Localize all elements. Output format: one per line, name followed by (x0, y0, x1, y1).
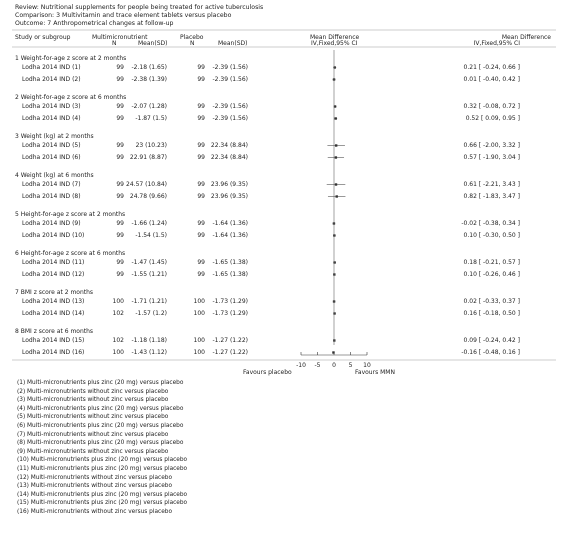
effect-point (332, 351, 334, 353)
study-name: Lodha 2014 IND (3) (22, 102, 81, 110)
col-md: Mean Difference (310, 34, 360, 41)
study-name: Lodha 2014 IND (16) (22, 348, 85, 356)
subgroup-title: 5 Height-for-age z score at 2 months (15, 211, 126, 218)
ctrl-n: 99 (197, 114, 205, 122)
col-exp-mean: Mean(SD) (138, 40, 168, 47)
exp-n: 100 (112, 297, 124, 305)
exp-n: 99 (116, 153, 124, 161)
subgroup-title: 6 Height-for-age z score at 6 months (15, 250, 126, 257)
md-ci: 0.09 [ -0.24, 0.42 ] (463, 336, 520, 344)
study-name: Lodha 2014 IND (2) (22, 75, 81, 83)
effect-point (333, 273, 335, 275)
ctrl-mean: -1.27 (1.22) (212, 348, 248, 356)
md-ci: 0.16 [ -0.18, 0.50 ] (463, 309, 520, 317)
subgroup-title: 7 BMI z score at 2 months (15, 289, 94, 296)
study-name: Lodha 2014 IND (4) (22, 114, 81, 122)
footnote: (9) Multi-micronutrients without zinc versus placebo (17, 448, 169, 455)
col-md-right: Mean Difference (501, 34, 551, 41)
ctrl-mean: -1.65 (1.38) (212, 258, 248, 266)
ctrl-mean: 22.34 (8.84) (210, 141, 248, 149)
ctrl-n: 100 (193, 297, 205, 305)
exp-mean: -1.18 (1.18) (131, 336, 167, 344)
footnote: (6) Multi-micronutrients plus zinc (20 mg) versus placebo (17, 423, 184, 429)
md-ci: 0.57 [ -1.90, 3.04 ] (463, 153, 520, 161)
footnote: (13) Multi-micronutrients without zinc versus placebo (17, 483, 172, 490)
study-name: Lodha 2014 IND (11) (22, 258, 85, 266)
footnote: (1) Multi-micronutrients plus zinc (20 mg) versus placebo (17, 380, 184, 386)
col-exp-n: N (112, 40, 117, 47)
md-ci: 0.18 [ -0.21, 0.57 ] (463, 258, 520, 266)
footnote: (4) Multi-micronutrients plus zinc (20 mg) versus placebo (17, 405, 184, 412)
md-ci: -0.16 [ -0.48, 0.16 ] (461, 348, 520, 356)
exp-mean: -2.38 (1.39) (131, 75, 167, 83)
md-ci: 0.61 [ -2.21, 3.43 ] (463, 180, 520, 188)
col-ctrl-mean: Mean(SD) (218, 40, 248, 47)
exp-n: 99 (116, 141, 124, 149)
exp-n: 99 (116, 75, 124, 83)
effect-point (333, 234, 335, 236)
effect-point (335, 156, 337, 158)
ctrl-n: 99 (197, 102, 205, 110)
effect-point (336, 195, 338, 197)
exp-mean: -2.18 (1.65) (131, 63, 167, 71)
exp-n: 99 (116, 258, 124, 266)
col-ctrl: Placebo (180, 34, 204, 41)
effect-point (333, 312, 335, 314)
ctrl-n: 99 (197, 141, 205, 149)
effect-point (335, 144, 337, 146)
exp-mean: -1.55 (1.21) (131, 270, 167, 278)
tick-label: 5 (348, 362, 353, 369)
exp-n: 102 (112, 309, 124, 317)
exp-mean: -1.43 (1.12) (131, 348, 167, 356)
ctrl-n: 99 (197, 258, 205, 266)
exp-mean: -1.87 (1.5) (135, 114, 167, 122)
ctrl-mean: -1.27 (1.22) (212, 336, 248, 344)
exp-n: 99 (116, 102, 124, 110)
tick-label: -5 (314, 362, 321, 369)
exp-mean: -1.66 (1.24) (131, 219, 167, 227)
exp-n: 99 (116, 63, 124, 71)
study-name: Lodha 2014 IND (6) (22, 153, 81, 161)
ctrl-n: 100 (193, 336, 205, 344)
ctrl-mean: -2.39 (1.56) (212, 102, 248, 110)
ctrl-mean: -1.64 (1.36) (212, 231, 248, 239)
footnote: (3) Multi-micronutrients without zinc versus placebo (17, 397, 169, 404)
footnote: (12) Multi-micronutrients without zinc versus placebo (17, 474, 172, 481)
ctrl-n: 99 (197, 270, 205, 278)
md-ci: 0.10 [ -0.30, 0.50 ] (463, 231, 520, 239)
md-ci: 0.32 [ -0.08, 0.72 ] (463, 102, 520, 110)
ctrl-mean: -1.73 (1.29) (212, 297, 248, 305)
footnote: (14) Multi-micronutrients plus zinc (20 mg) versus placebo (17, 491, 188, 498)
study-name: Lodha 2014 IND (15) (22, 336, 85, 344)
footnote: (15) Multi-micronutrients plus zinc (20 mg) versus placebo (17, 500, 188, 507)
ctrl-n: 99 (197, 63, 205, 71)
subgroup-title: 4 Weight (kg) at 6 months (15, 172, 94, 179)
study-name: Lodha 2014 IND (5) (22, 141, 81, 149)
ctrl-mean: -1.73 (1.29) (212, 309, 248, 317)
ctrl-n: 99 (197, 231, 205, 239)
footnote: (16) Multi-micronutrients without zinc versus placebo (17, 509, 172, 515)
ctrl-n: 99 (197, 192, 205, 200)
footnote: (10) Multi-micronutrients plus zinc (20 mg) versus placebo (17, 457, 188, 464)
footnote: (8) Multi-micronutrients plus zinc (20 mg) versus placebo (17, 440, 184, 447)
ctrl-n: 99 (197, 219, 205, 227)
exp-mean: -1.47 (1.45) (131, 258, 167, 266)
md-ci: 0.01 [ -0.40, 0.42 ] (463, 75, 520, 83)
ctrl-mean: -1.64 (1.36) (212, 219, 248, 227)
ctrl-n: 99 (197, 75, 205, 83)
ctrl-mean: -2.39 (1.56) (212, 63, 248, 71)
col-md-method: IV,Fixed,95% CI (311, 40, 358, 47)
exp-mean: -1.54 (1.5) (135, 231, 167, 239)
md-ci: 0.02 [ -0.33, 0.37 ] (463, 297, 520, 305)
exp-mean: -1.71 (1.21) (131, 297, 167, 305)
exp-n: 102 (112, 336, 124, 344)
footnote: (5) Multi-micronutrients without zinc versus placebo (17, 414, 169, 421)
study-name: Lodha 2014 IND (14) (22, 309, 85, 317)
ctrl-mean: 23.96 (9.35) (210, 192, 248, 200)
effect-point (335, 183, 337, 185)
tick-label: -10 (296, 362, 306, 369)
study-name: Lodha 2014 IND (7) (22, 180, 81, 188)
tick-label: 10 (363, 362, 371, 369)
study-name: Lodha 2014 IND (1) (22, 63, 81, 71)
effect-point (335, 117, 337, 119)
ctrl-n: 99 (197, 180, 205, 188)
exp-mean: 23 (10.23) (135, 141, 167, 149)
exp-mean: 24.57 (10.84) (126, 180, 167, 188)
exp-mean: 22.91 (8.87) (129, 153, 167, 161)
favours-right: Favours MMN (355, 369, 395, 376)
study-name: Lodha 2014 IND (10) (22, 231, 85, 239)
ctrl-mean: -1.65 (1.38) (212, 270, 248, 278)
exp-mean: -2.07 (1.28) (131, 102, 167, 110)
md-ci: 0.21 [ -0.24, 0.66 ] (463, 63, 520, 71)
exp-n: 99 (116, 180, 124, 188)
md-ci: 0.82 [ -1.83, 3.47 ] (463, 192, 520, 200)
md-ci: -0.02 [ -0.38, 0.34 ] (461, 219, 520, 227)
review-title: Review: Nutritional supplements for people being treated for active tuberculosis (15, 4, 264, 11)
ctrl-n: 100 (193, 348, 205, 356)
study-name: Lodha 2014 IND (8) (22, 192, 81, 200)
subgroup-title: 3 Weight (kg) at 2 months (15, 133, 94, 140)
exp-mean: -1.57 (1.2) (135, 309, 167, 317)
exp-n: 99 (116, 219, 124, 227)
subgroup-title: 1 Weight-for-age z score at 2 months (15, 55, 127, 62)
exp-mean: 24.78 (9.66) (129, 192, 167, 200)
exp-n: 99 (116, 192, 124, 200)
study-name: Lodha 2014 IND (12) (22, 270, 85, 278)
col-md-right-method: IV,Fixed,95% CI (473, 40, 520, 47)
md-ci: 0.52 [ 0.09, 0.95 ] (465, 114, 520, 122)
footnote: (7) Multi-micronutrients without zinc versus placebo (17, 431, 169, 438)
col-study: Study or subgroup (15, 34, 71, 41)
exp-n: 99 (116, 231, 124, 239)
subgroup-title: 8 BMI z score at 6 months (15, 328, 94, 335)
tick-label: 0 (332, 362, 336, 369)
footnote: (2) Multi-micronutrients without zinc versus placebo (17, 388, 169, 395)
ctrl-mean: 23.96 (9.35) (210, 180, 248, 188)
ctrl-n: 99 (197, 153, 205, 161)
outcome-title: Outcome: 7 Anthropometrical changes at follow-up (15, 20, 174, 27)
ctrl-n: 100 (193, 309, 205, 317)
study-name: Lodha 2014 IND (13) (22, 297, 85, 305)
comparison-title: Comparison: 3 Multivitamin and trace element tablets versus placebo (15, 12, 232, 19)
subgroup-title: 2 Weight-for-age z score at 6 months (15, 94, 127, 101)
md-ci: 0.66 [ -2.00, 3.32 ] (463, 141, 520, 149)
ctrl-mean: -2.39 (1.56) (212, 114, 248, 122)
exp-n: 100 (112, 348, 124, 356)
footnote: (11) Multi-micronutrients plus zinc (20 mg) versus placebo (17, 466, 188, 472)
col-exp: Multimicronutrient (92, 34, 148, 41)
study-name: Lodha 2014 IND (9) (22, 219, 81, 227)
ctrl-mean: 22.34 (8.84) (210, 153, 248, 161)
ctrl-mean: -2.39 (1.56) (212, 75, 248, 83)
md-ci: 0.10 [ -0.26, 0.46 ] (463, 270, 520, 278)
col-ctrl-n: N (190, 40, 195, 47)
favours-left: Favours placebo (243, 369, 292, 376)
exp-n: 99 (116, 270, 124, 278)
exp-n: 99 (116, 114, 124, 122)
